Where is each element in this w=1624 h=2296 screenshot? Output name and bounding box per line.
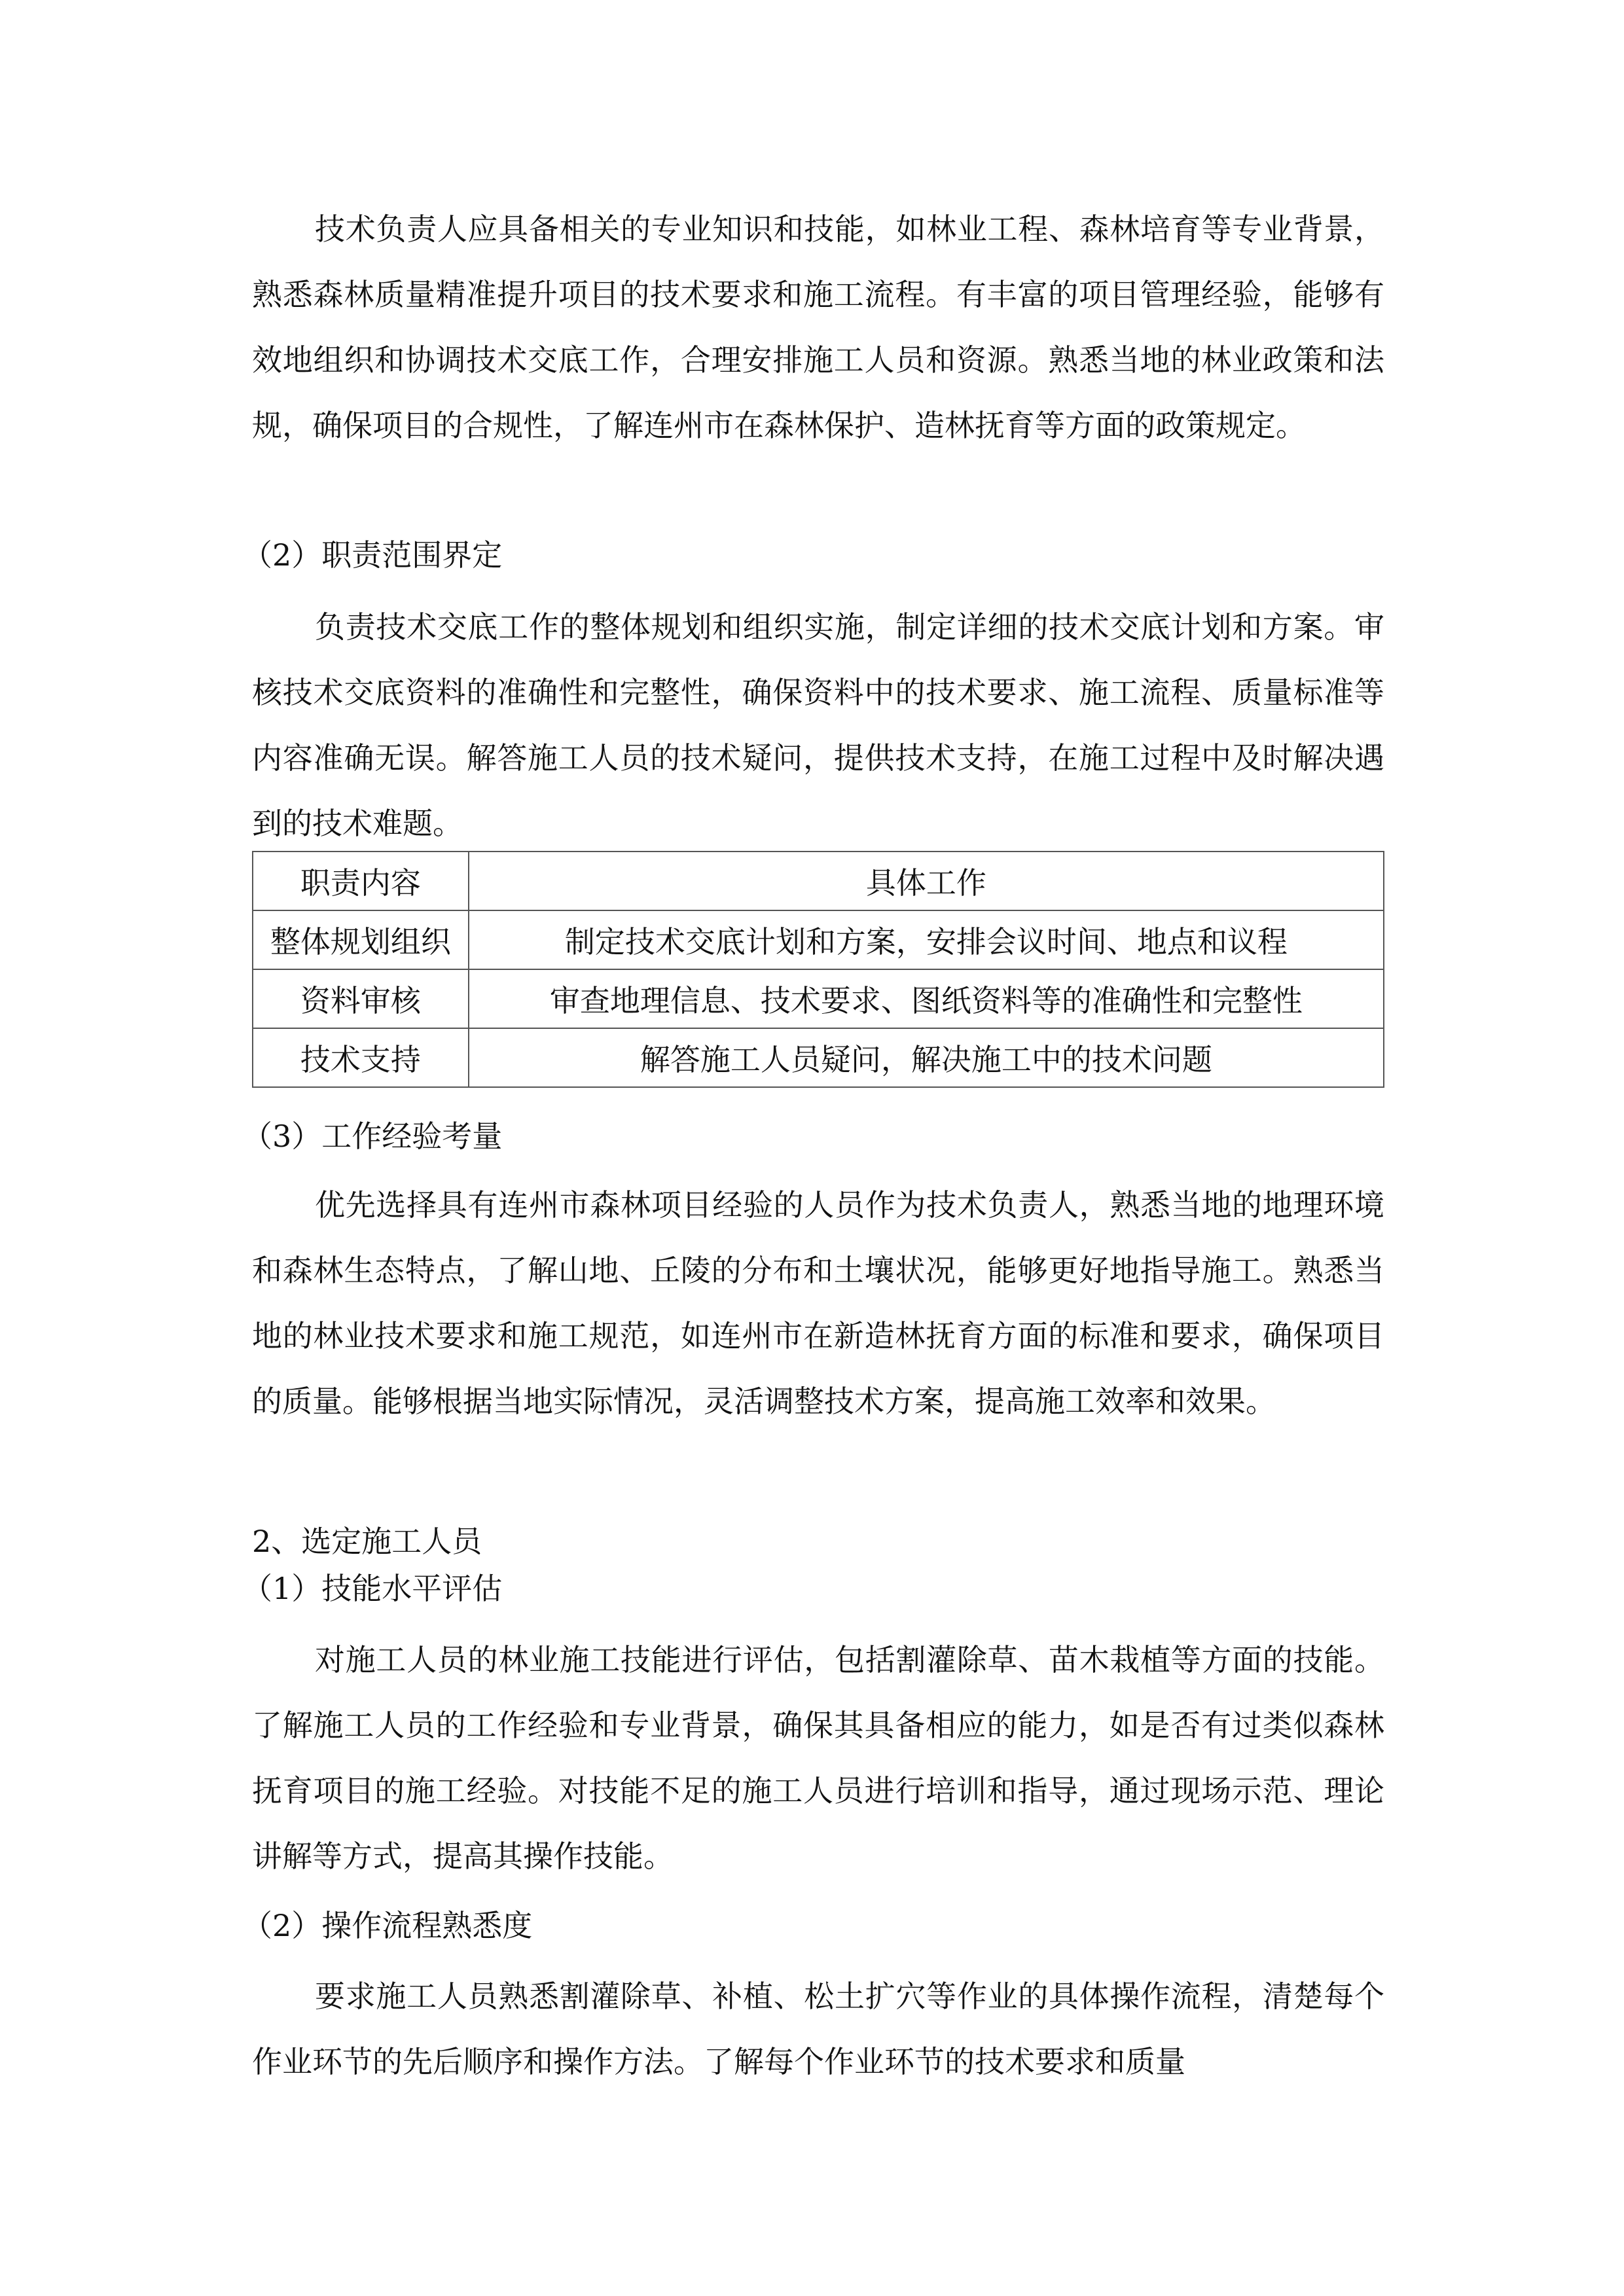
table-header-cell: 具体工作 xyxy=(469,852,1384,910)
paragraph-work-experience: 优先选择具有连州市森林项目经验的人员作为技术负责人，熟悉当地的地理环境和森林生态特点，了解山地、丘陵的分布和土壤状况，能够更好地指导施工。熟悉当地的林业技术要求和施工规范，如连州市在新造林抚育方面的标准和要求，确保项目的质量。能够根据当地实际情况，灵活调整技术方案，提高施工效率和效果。 xyxy=(252,1187,1384,1419)
paragraph-tech-lead-qualifications: 技术负责人应具备相关的专业知识和技能，如林业工程、森林培育等专业背景，熟悉森林质量精准提升项目的技术要求和施工流程。有丰富的项目管理经验，能够有效地组织和协调技术交底工作，合理安排施工人员和资源。熟悉当地的林业政策和法规，确保项目的合规性，了解连州市在森林保护、造林抚育等方面的政策规定。 xyxy=(252,211,1384,443)
table-cell: 制定技术交底计划和方案，安排会议时间、地点和议程 xyxy=(469,910,1384,969)
paragraph-responsibility-scope: 负责技术交底工作的整体规划和组织实施，制定详细的技术交底计划和方案。审核技术交底资料的准确性和完整性，确保资料中的技术要求、施工流程、质量标准等内容准确无误。解答施工人员的技术疑问，提供技术支持，在施工过程中及时解决遇到的技术难题。 xyxy=(252,609,1384,841)
paragraph-skill-assessment: 对施工人员的林业施工技能进行评估，包括割灌除草、苗木栽植等方面的技能。了解施工人员的工作经验和专业背景，确保其具备相应的能力，如是否有过类似森林抚育项目的施工经验。对技能不足的施工人员进行培训和指导，通过现场示范、理论讲解等方式，提高其操作技能。 xyxy=(252,1642,1384,1874)
table-header-cell: 职责内容 xyxy=(253,852,469,910)
table-header-row xyxy=(253,852,1384,910)
heading-work-experience: （3）工作经验考量 xyxy=(242,1119,503,1154)
heading-process-familiarity: （2）操作流程熟悉度 xyxy=(242,1908,533,1943)
table-row xyxy=(253,969,1384,1028)
table-row xyxy=(253,1028,1384,1087)
table-cell: 解答施工人员疑问，解决施工中的技术问题 xyxy=(469,1028,1384,1087)
heading-select-workers: 2、选定施工人员 xyxy=(252,1524,482,1559)
table-row xyxy=(253,910,1384,969)
responsibility-table xyxy=(252,851,1384,1088)
table-cell: 资料审核 xyxy=(253,969,469,1028)
paragraph-process-familiarity: 要求施工人员熟悉割灌除草、补植、松土扩穴等作业的具体操作流程，清楚每个作业环节的先后顺序和操作方法。了解每个作业环节的技术要求和质量 xyxy=(252,1979,1384,2079)
table-cell: 技术支持 xyxy=(253,1028,469,1087)
heading-responsibility-scope: （2）职责范围界定 xyxy=(242,537,503,573)
heading-skill-assessment: （1）技能水平评估 xyxy=(242,1571,503,1606)
table-cell: 整体规划组织 xyxy=(253,910,469,969)
table-cell: 审查地理信息、技术要求、图纸资料等的准确性和完整性 xyxy=(469,969,1384,1028)
